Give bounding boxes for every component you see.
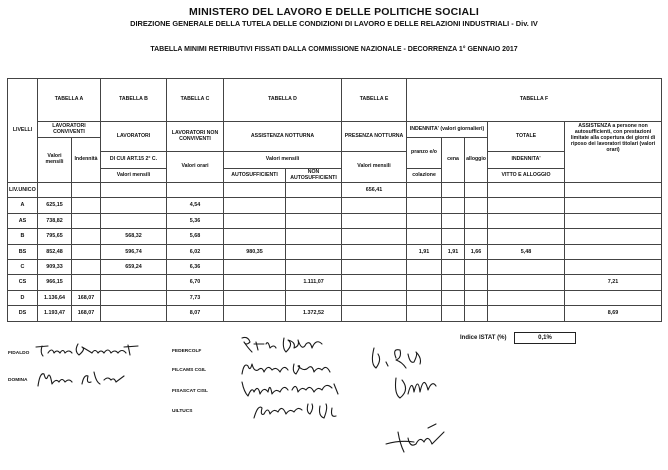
cell-f-alloggio: [465, 229, 488, 244]
header-tabella-e: TABELLA E: [342, 79, 407, 122]
header-b-art15: DI CUI ART.15 2° C.: [101, 152, 167, 169]
label-filcams: FILCAMS CGIL: [172, 368, 207, 373]
table-row: [8, 183, 662, 198]
cell-g: [565, 198, 662, 213]
cell-d-non-auto: 1.372,52: [286, 306, 342, 321]
signature-fisascat: [238, 378, 346, 400]
cell-d-non-auto: [286, 229, 342, 244]
header-tabella-b: TABELLA B: [101, 79, 167, 122]
cell-livello: AS: [8, 213, 38, 228]
cell-f-pranzo: [407, 259, 442, 274]
cell-d-non-auto: [286, 213, 342, 228]
table-title: TABELLA MINIMI RETRIBUTIVI FISSATI DALLA COMMISSIONE NAZIONALE - DECORRENZA 1° GENNAIO 2017: [150, 46, 518, 53]
cell-e: [342, 244, 407, 259]
signature-federcolf: [238, 334, 328, 356]
header-lavoratori: LAVORATORI: [101, 122, 167, 152]
table-header-row-4: [8, 152, 662, 169]
cell-a-indennita: [72, 183, 101, 198]
header-totale: TOTALE: [488, 122, 565, 152]
signature-filcams: [238, 358, 338, 378]
table-row: [8, 198, 662, 213]
header-f-pranzo: pranzo e/o: [407, 138, 442, 169]
cell-a-indennita: [72, 259, 101, 274]
cell-b: [101, 275, 167, 290]
cell-d-auto: [224, 259, 286, 274]
cell-a-indennita: [72, 198, 101, 213]
header-indennita: INDENNITA': [488, 152, 565, 169]
cell-f-totale: [488, 290, 565, 305]
header-d-valori-mensili: Valori mensili: [224, 152, 342, 169]
cell-livello: B: [8, 229, 38, 244]
signature-extra-3: [384, 420, 454, 456]
cell-c: 6,36: [167, 259, 224, 274]
cell-livello: D: [8, 290, 38, 305]
cell-f-cena: [442, 198, 465, 213]
cell-f-totale: [488, 306, 565, 321]
cell-b: 596,74: [101, 244, 167, 259]
cell-f-totale: 5,48: [488, 244, 565, 259]
header-f-colazione: colazione: [407, 169, 442, 183]
cell-f-pranzo: [407, 306, 442, 321]
cell-f-cena: [442, 275, 465, 290]
cell-f-cena: [442, 213, 465, 228]
cell-f-pranzo: [407, 183, 442, 198]
cell-b: [101, 213, 167, 228]
cell-livello: LIV.UNICO: [8, 183, 38, 198]
cell-d-non-auto: 1.111,07: [286, 275, 342, 290]
cell-d-auto: [224, 306, 286, 321]
cell-e: [342, 229, 407, 244]
cell-a-mensili: [38, 183, 72, 198]
cell-f-cena: 1,91: [442, 244, 465, 259]
cell-a-mensili: 852,48: [38, 244, 72, 259]
cell-g: [565, 183, 662, 198]
cell-d-auto: [224, 183, 286, 198]
cell-f-pranzo: 1,91: [407, 244, 442, 259]
cell-g: [565, 290, 662, 305]
cell-g: [565, 213, 662, 228]
cell-c: 6,02: [167, 244, 224, 259]
ministry-title: MINISTERO DEL LAVORO E DELLE POLITICHE SOCIALI: [189, 6, 479, 18]
cell-f-alloggio: [465, 213, 488, 228]
cell-a-indennita: 168,07: [72, 290, 101, 305]
cell-a-mensili: 966,15: [38, 275, 72, 290]
cell-d-non-auto: [286, 183, 342, 198]
cell-a-mensili: 738,82: [38, 213, 72, 228]
cell-f-cena: [442, 290, 465, 305]
cell-f-cena: [442, 183, 465, 198]
cell-c: 8,07: [167, 306, 224, 321]
signature-fidaldo: [34, 341, 144, 359]
cell-f-cena: [442, 259, 465, 274]
cell-f-totale: [488, 183, 565, 198]
cell-b: [101, 183, 167, 198]
cell-a-indennita: [72, 229, 101, 244]
cell-livello: DS: [8, 306, 38, 321]
header-d-non-autosufficienti: NON AUTOSUFFICIENTI: [286, 169, 342, 183]
table-row: [8, 259, 662, 274]
table-row: [8, 229, 662, 244]
header-b-valori-mensili: Valori mensili: [101, 169, 167, 183]
cell-f-pranzo: [407, 198, 442, 213]
signature-uiltucs: [250, 398, 346, 422]
cell-f-totale: [488, 275, 565, 290]
table-row: [8, 275, 662, 290]
cell-c: 5,36: [167, 213, 224, 228]
cell-f-alloggio: [465, 306, 488, 321]
label-fidaldo: FIDALDO: [8, 351, 30, 356]
istat-label: Indice ISTAT (%): [460, 335, 507, 341]
signature-extra-2: [390, 368, 440, 406]
header-tabella-f: TABELLA F: [407, 79, 662, 122]
header-a-indennita: Indennità: [72, 138, 101, 183]
cell-b: [101, 290, 167, 305]
header-lav-conviventi: LAVORATORI CONVIVENTI: [38, 122, 101, 138]
cell-a-indennita: [72, 244, 101, 259]
cell-g: 7,21: [565, 275, 662, 290]
cell-livello: C: [8, 259, 38, 274]
cell-d-non-auto: [286, 290, 342, 305]
table-header-row-5: [8, 169, 662, 183]
cell-a-indennita: [72, 213, 101, 228]
cell-c: 7,73: [167, 290, 224, 305]
cell-a-indennita: [72, 275, 101, 290]
header-f-vitto-alloggio: VITTO E ALLOGGIO: [488, 169, 565, 183]
directorate-subtitle: DIREZIONE GENERALE DELLA TUTELA DELLE CONDIZIONI DI LAVORO E DELLE RELAZIONI INDUSTRIALI - Div. IV: [130, 19, 538, 28]
cell-f-alloggio: [465, 275, 488, 290]
cell-d-non-auto: [286, 198, 342, 213]
header-tabella-c: TABELLA C: [167, 79, 224, 122]
cell-e: [342, 198, 407, 213]
header-d-autosufficienti: AUTOSUFFICIENTI: [224, 169, 286, 183]
cell-d-non-auto: [286, 244, 342, 259]
cell-f-totale: [488, 213, 565, 228]
cell-a-mensili: 909,33: [38, 259, 72, 274]
cell-f-cena: [442, 229, 465, 244]
header-e-valori-mensili: Valori mensili: [342, 152, 407, 183]
cell-f-totale: [488, 229, 565, 244]
cell-c: 5,68: [167, 229, 224, 244]
header-c-valori-orari: Valori orari: [167, 152, 224, 183]
cell-d-non-auto: [286, 259, 342, 274]
cell-f-alloggio: [465, 290, 488, 305]
cell-f-pranzo: [407, 213, 442, 228]
cell-e: [342, 275, 407, 290]
label-uiltucs: UILTUCS: [172, 409, 193, 414]
cell-e: [342, 290, 407, 305]
cell-f-alloggio: [465, 198, 488, 213]
table-row: [8, 213, 662, 228]
cell-f-alloggio: 1,66: [465, 244, 488, 259]
cell-a-mensili: 1.193,47: [38, 306, 72, 321]
cell-g: 8,69: [565, 306, 662, 321]
label-federcolf: FEDERCOLF: [172, 349, 202, 354]
header-assistenza-g: ASSISTENZA a persone non autosufficienti, con prestazioni limitate alla copertura dei giorni di riposo dei lavoratori titolari (valori orari): [565, 122, 662, 183]
table-row: [8, 306, 662, 321]
cell-f-pranzo: [407, 229, 442, 244]
cell-f-pranzo: [407, 290, 442, 305]
table-row: [8, 290, 662, 305]
header-f-alloggio: alloggio: [465, 138, 488, 183]
cell-e: 656,41: [342, 183, 407, 198]
table-header-row-2: [8, 122, 662, 138]
header-indennita-giornalieri: INDENNITA' (valori giornalieri): [407, 122, 488, 138]
wage-table: [7, 78, 662, 322]
cell-g: [565, 259, 662, 274]
cell-c: 4,54: [167, 198, 224, 213]
cell-e: [342, 213, 407, 228]
header-livelli: LIVELLI: [8, 79, 38, 183]
cell-g: [565, 229, 662, 244]
cell-livello: BS: [8, 244, 38, 259]
cell-f-alloggio: [465, 259, 488, 274]
header-presenza-notturna: PRESENZA NOTTURNA: [342, 122, 407, 152]
cell-d-auto: [224, 229, 286, 244]
cell-f-totale: [488, 259, 565, 274]
cell-f-pranzo: [407, 275, 442, 290]
cell-c: [167, 183, 224, 198]
cell-f-cena: [442, 306, 465, 321]
cell-e: [342, 306, 407, 321]
header-lav-non-conviventi: LAVORATORI NON CONVIVENTI: [167, 122, 224, 152]
cell-e: [342, 259, 407, 274]
cell-a-mensili: 625,15: [38, 198, 72, 213]
header-tabella-d: TABELLA D: [224, 79, 342, 122]
table-header-row-1: [8, 79, 662, 122]
cell-d-auto: [224, 198, 286, 213]
header-f-cena: cena: [442, 138, 465, 183]
cell-d-auto: [224, 213, 286, 228]
cell-d-auto: 980,35: [224, 244, 286, 259]
header-tabella-a: TABELLA A: [38, 79, 101, 122]
cell-livello: CS: [8, 275, 38, 290]
cell-f-alloggio: [465, 183, 488, 198]
cell-b: [101, 306, 167, 321]
cell-d-auto: [224, 290, 286, 305]
cell-f-totale: [488, 198, 565, 213]
cell-a-indennita: 168,07: [72, 306, 101, 321]
cell-d-auto: [224, 275, 286, 290]
label-fisascat: FISASCAT CISL: [172, 389, 208, 394]
cell-a-mensili: 795,65: [38, 229, 72, 244]
cell-g: [565, 244, 662, 259]
cell-b: 659,24: [101, 259, 167, 274]
header-assistenza-notturna: ASSISTENZA NOTTURNA: [224, 122, 342, 152]
signature-domina: [34, 368, 129, 390]
table-row: [8, 244, 662, 259]
cell-a-mensili: 1.136,64: [38, 290, 72, 305]
header-a-valori-mensili: Valori mensili: [38, 138, 72, 183]
cell-livello: A: [8, 198, 38, 213]
cell-b: [101, 198, 167, 213]
cell-c: 6,70: [167, 275, 224, 290]
istat-value: 0,1%: [514, 332, 576, 344]
cell-b: 568,32: [101, 229, 167, 244]
label-domina: DOMINA: [8, 378, 28, 383]
